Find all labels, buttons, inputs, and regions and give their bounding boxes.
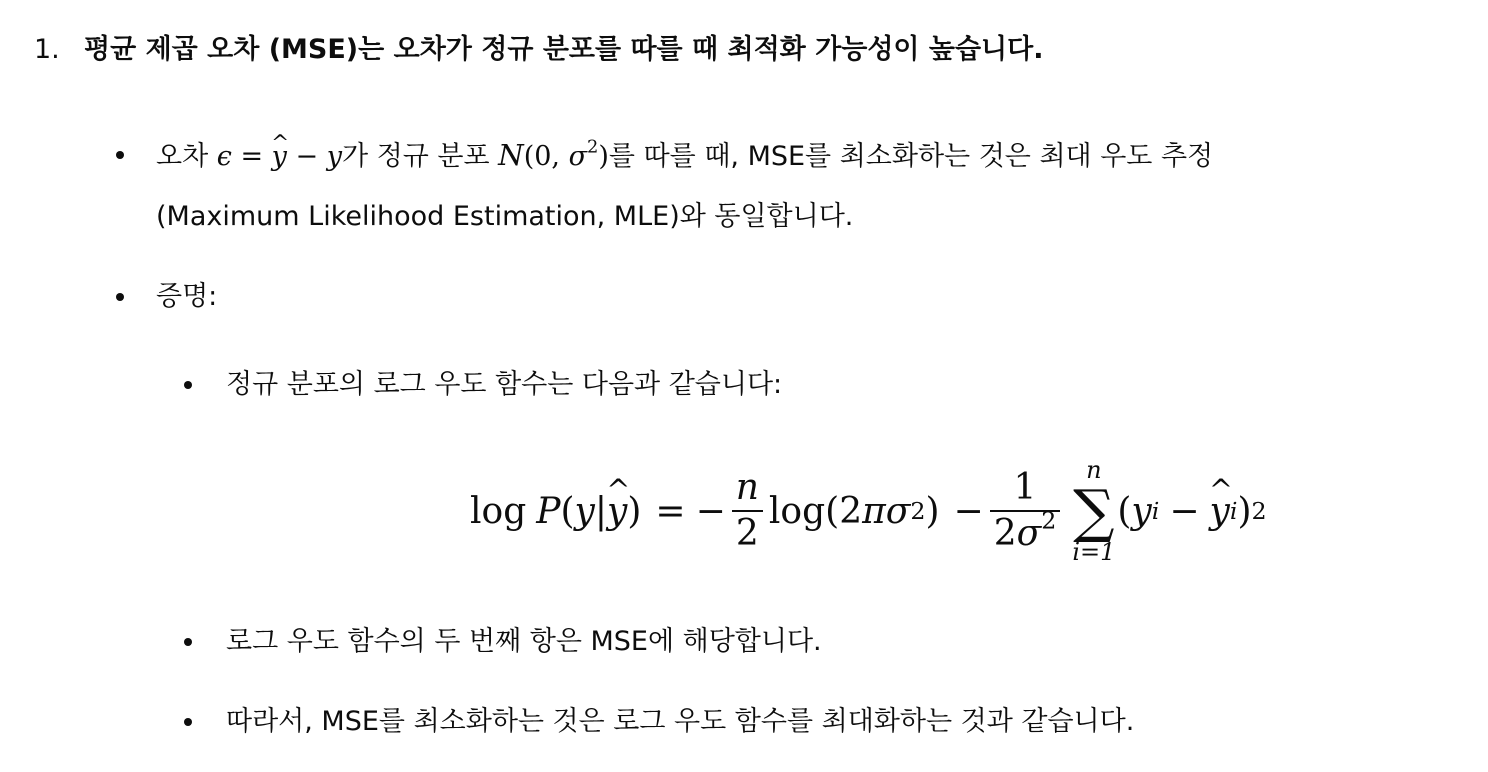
sub-bullet-item: 따라서, MSE를 최소화하는 것은 로그 우도 함수를 최대화하는 것과 같습니다. (226, 706, 1135, 737)
bullet-item-error-normal (156, 124, 1213, 188)
eq-fraction-n-over-2: $\frac{n}{2}$ (732, 466, 763, 556)
sub-bullet-dot (184, 381, 192, 389)
eq-summation: n ∑ i=1 (1072, 456, 1116, 566)
inline-math-error: ϵ = ^ y − y (217, 141, 342, 172)
log-likelihood-equation: log P ( y | ^ y ) = − $\frac{n}{2}$ log (2 π σ 2 ) − $\frac{1}{2\sigma^2}$ n ∑ i=1 ( y i − ^ y i ) 2 (470, 446, 1267, 576)
bullet-text-prefix: 오차 (156, 141, 217, 172)
inline-math-normal: N(0, $\sigma^2$) (498, 136, 609, 172)
sub-bullet-dot (184, 718, 192, 726)
bullet-item-line2: (Maximum Likelihood Estimation, MLE)와 동일합니다. (156, 201, 854, 232)
sub-bullet-dot (184, 638, 192, 646)
list-number: 1. (34, 34, 60, 65)
sub-bullet-item: 정규 분포의 로그 우도 함수는 다음과 같습니다: (226, 369, 783, 400)
bullet-text-suffix: 를 따를 때, MSE를 최소화하는 것은 최대 우도 추정 (608, 141, 1214, 172)
eq-log2: log (768, 490, 826, 532)
bullet-dot (116, 293, 124, 301)
bullet-item-proof: 증명: (156, 281, 218, 312)
eq-P: P (536, 490, 561, 532)
list-heading (34, 28, 1043, 72)
bullet-dot (116, 151, 124, 159)
heading-text: 평균 제곱 오차 (MSE)는 오차가 정규 분포를 따를 때 최적화 가능성이 높습니다. (84, 34, 1044, 65)
sub-bullet-item: 로그 우도 함수의 두 번째 항은 MSE에 해당합니다. (226, 626, 822, 657)
eq-fraction-1-over-2sigma2: $\frac{1}{2\sigma^2}$ (990, 466, 1061, 556)
eq-log: log (470, 490, 527, 532)
bullet-text-mid: 가 정규 분포 (342, 141, 499, 172)
